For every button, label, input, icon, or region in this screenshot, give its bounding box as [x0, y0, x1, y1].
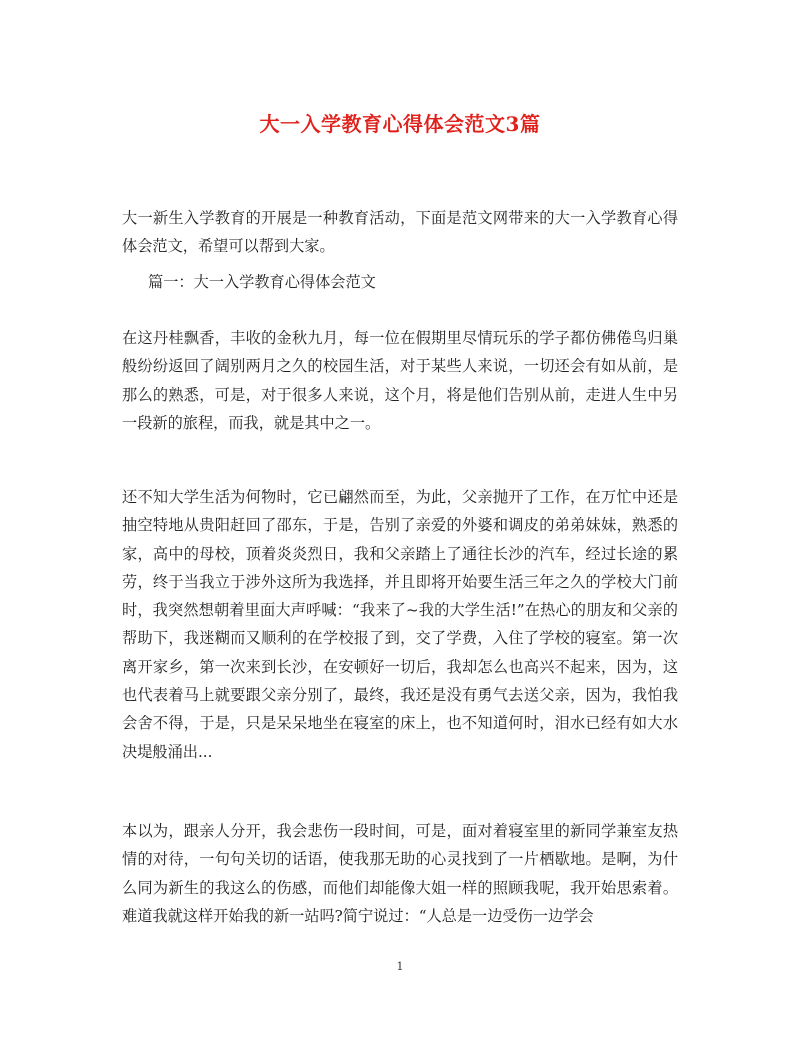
section-heading: 篇一：大一入学教育心得体会范文	[148, 273, 376, 291]
body-paragraph: 在这丹桂飘香，丰收的金秋九月，每一位在假期里尽情玩乐的学子都仿佛倦鸟归巢般纷纷返回了阔别两月之久的校园生活，对于某些人来说，一切还会有如从前，是那么的熟悉，可是，对于很多人来说，这个月，将是他们告别从前，走进人生中另一段新的旅程，而我，就是其中之一。	[122, 329, 678, 432]
body-paragraph: 还不知大学生活为何物时，它已翩然而至，为此，父亲抛开了工作，在万忙中还是抽空特地从贵阳赶回了邵东，于是，告别了亲爱的外婆和调皮的弟弟妹妹，熟悉的家，高中的母校，顶着炎炎烈日，我和父亲踏上了通往长沙的汽车，经过长途的累劳，终于当我立于涉外这所为我选择，并且即将开始要生活三年之久的学校大门前时，我突然想朝着里面大声呼喊：“我来了~我的大学生活!”在热心的朋友和父亲的帮助下，我迷糊而又顺利的在学校报了到，交了学费，入住了学校的寝室。第一次离开家乡，第一次来到长沙，在安顿好一切后，我却怎么也高兴不起来，因为，这也代表着马上就要跟父亲分别了，最终，我还是没有勇气去送父亲，因为，我怕我会舍不得，于是，只是呆呆地坐在寝室的床上，也不知道何时，泪水已经有如大水决堤般涌出...	[122, 488, 678, 761]
document-title: 大一入学教育心得体会范文3篇	[259, 112, 541, 136]
body-paragraph: 本以为，跟亲人分开，我会悲伤一段时间，可是，面对着寝室里的新同学兼室友热情的对待，一句句关切的话语，使我那无助的心灵找到了一片栖歇地。是啊，为什么同为新生的我这么的伤感，而他们却能像大姐一样的照顾我呢，我开始思索着。难道我就这样开始我的新一站吗?简宁说过：“人总是一边受伤一边学会	[122, 822, 678, 925]
page-number: 1	[396, 960, 404, 973]
intro-paragraph: 大一新生入学教育的开展是一种教育活动，下面是范文网带来的大一入学教育心得体会范文，希望可以帮到大家。	[122, 209, 678, 256]
